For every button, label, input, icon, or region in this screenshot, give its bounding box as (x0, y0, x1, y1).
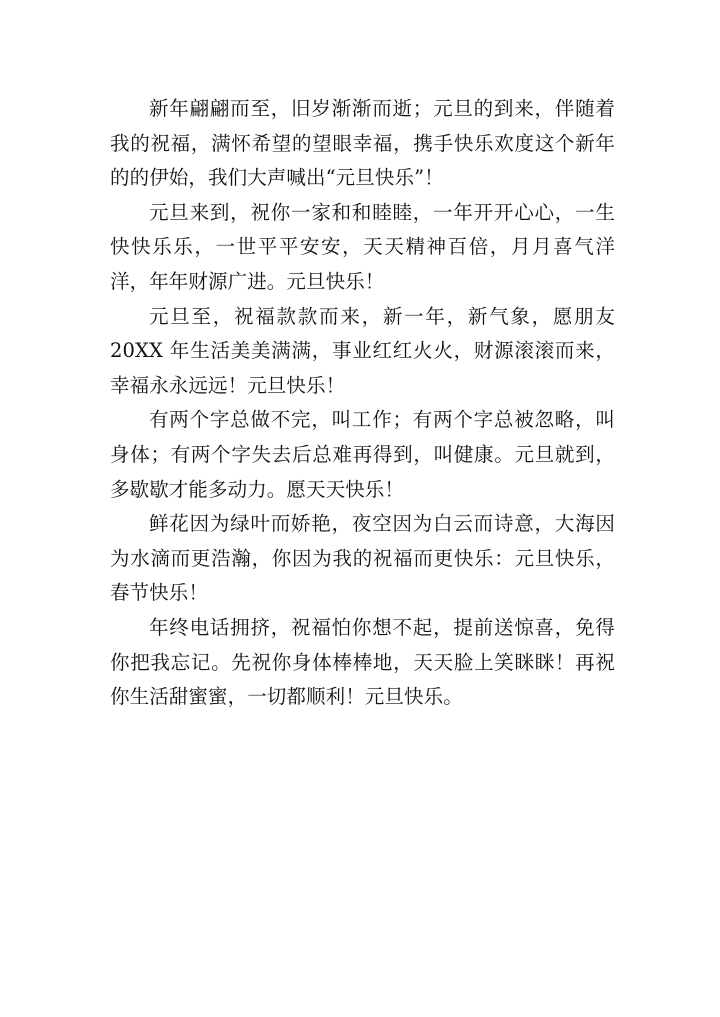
paragraph: 年终电话拥挤，祝福怕你想不起，提前送惊喜，免得你把我忘记。先祝你身体棒棒地，天天脸上笑眯眯！再祝你生活甜蜜蜜，一切都顺利！元旦快乐。 (110, 615, 615, 709)
paragraph: 鲜花因为绿叶而娇艳，夜空因为白云而诗意，大海因为水滴而更浩瀚，你因为我的祝福而更快乐：元旦快乐，春节快乐！ (110, 512, 615, 605)
paragraph: 元旦来到，祝你一家和和睦睦，一年开开心心，一生快快乐乐，一世平平安安，天天精神百倍，月月喜气洋洋，年年财源广进。元旦快乐！ (110, 200, 615, 293)
paragraph: 新年翩翩而至，旧岁渐渐而逝；元旦的到来，伴随着我的祝福，满怀希望的望眼幸福，携手快乐欢度这个新年的的伊始，我们大声喊出“元旦快乐”！ (110, 97, 615, 190)
paragraph: 元旦至，祝福款款而来，新一年，新气象，愿朋友 20XX 年生活美美满满，事业红红火火，财源滚滚而来，幸福永永远远！元旦快乐！ (110, 304, 615, 397)
document-body (110, 92, 615, 715)
paragraph: 有两个字总做不完，叫工作；有两个字总被忽略，叫身体；有两个字失去后总难再得到，叫健康。元旦就到，多歇歇才能多动力。愿天天快乐！ (110, 408, 615, 501)
